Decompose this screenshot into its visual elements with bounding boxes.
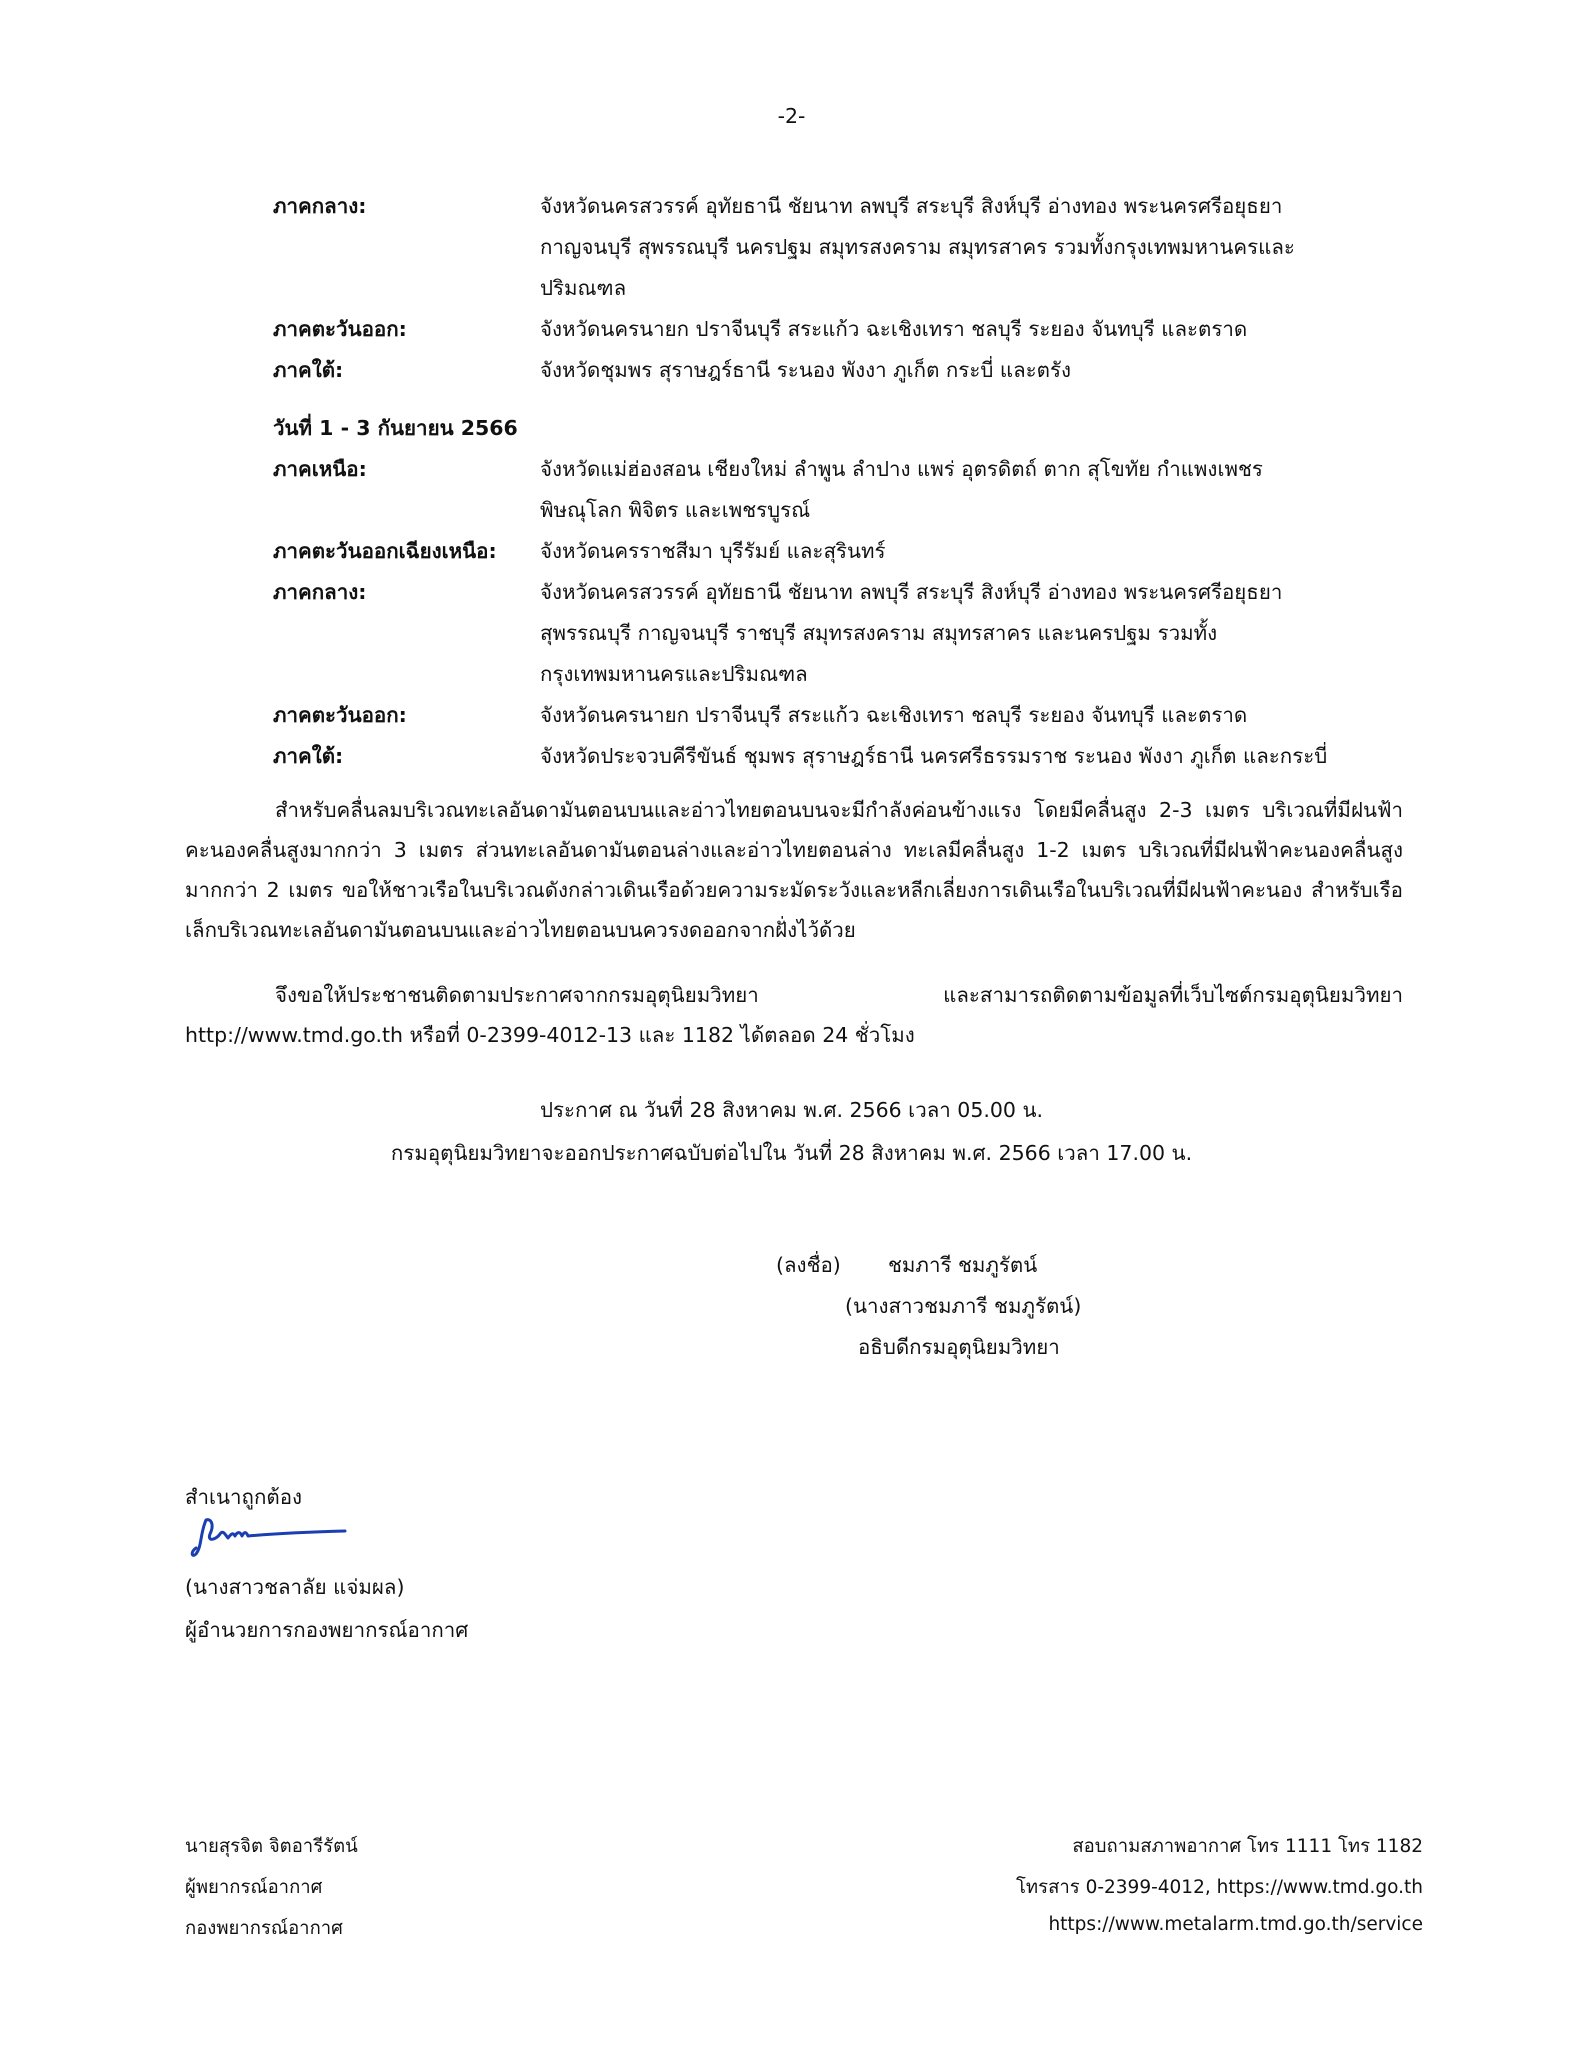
certified-label: สำเนาถูกต้อง [185, 1485, 303, 1509]
contact-phone: สอบถามสภาพอากาศ โทร 1111 โทร 1182 [1072, 1836, 1423, 1857]
certified-position: ผู้อำนวยการกองพยากรณ์อากาศ [185, 1618, 469, 1642]
contact-fax-website: โทรสาร 0-2399-4012, https://www.tmd.go.th [1016, 1877, 1423, 1898]
handwritten-signature [190, 1512, 350, 1562]
certified-name: (นางสาวชลาลัย แจ่มผล) [185, 1575, 405, 1599]
region-provinces-line: ปริมณฑล [540, 276, 627, 300]
region-provinces-line: จังหวัดประจวบคีรีขันธ์ ชุมพร สุราษฎร์ธานี นครศรีธรรมราช ระนอง พังงา ภูเก็ต และกระบี่ [540, 744, 1328, 768]
signed-prefix: (ลงชื่อ) [776, 1253, 841, 1277]
forecaster-name: นายสุรจิต จิตอารีรัตน์ [185, 1836, 358, 1857]
contact-service-link[interactable]: https://www.metalarm.tmd.go.th/service [1048, 1914, 1423, 1935]
announce-date-line: ประกาศ ณ วันที่ 28 สิงหาคม พ.ศ. 2566 เวลา 05.00 น. [539, 1098, 1044, 1122]
signer-full-name: (นางสาวชมภารี ชมภูรัตน์) [845, 1294, 1082, 1318]
region-provinces-line: จังหวัดแม่ฮ่องสอน เชียงใหม่ ลำพูน ลำปาง แพร่ อุตรดิตถ์ ตาก สุโขทัย กำแพงเพชร [540, 457, 1263, 481]
region-label-central: ภาคกลาง: [273, 194, 367, 218]
region-label-south: ภาคใต้: [273, 744, 344, 768]
region-provinces-line: จังหวัดนครนายก ปราจีนบุรี สระแก้ว ฉะเชิงเทรา ชลบุรี ระยอง จันทบุรี และตราด [540, 703, 1248, 727]
region-provinces-line: จังหวัดนครนายก ปราจีนบุรี สระแก้ว ฉะเชิงเทรา ชลบุรี ระยอง จันทบุรี และตราด [540, 317, 1248, 341]
region-label-east: ภาคตะวันออก: [273, 703, 407, 727]
region-provinces-line: กรุงเทพมหานครและปริมณฑล [540, 662, 808, 686]
region-label-central: ภาคกลาง: [273, 580, 367, 604]
forecaster-title: ผู้พยากรณ์อากาศ [185, 1877, 323, 1898]
follow-paragraph: จึงขอให้ประชาชนติดตามประกาศจากกรมอุตุนิยมวิทยา และสามารถติดตามข้อมูลที่เว็บไซต์กรมอุตุนิยมวิทยา http://www.tmd.go.th หรือที่ 0-2399-4012-13 และ 1182 ได้ตลอด 24 ชั่วโมง [185, 983, 1403, 1047]
region-provinces-line: จังหวัดนครราชสีมา บุรีรัมย์ และสุรินทร์ [540, 539, 886, 563]
forecaster-division: กองพยากรณ์อากาศ [185, 1918, 343, 1939]
signer-position: อธิบดีกรมอุตุนิยมวิทยา [858, 1335, 1060, 1359]
wave-paragraph: สำหรับคลื่นลมบริเวณทะเลอันดามันตอนบนและอ่าวไทยตอนบนจะมีกำลังค่อนข้างแรง โดยมีคลื่นสูง 2-3 เมตร บริเวณที่มีฝนฟ้าคะนองคลื่นสูงมากกว่า 3 เมตร ส่วนทะเลอันดามันตอนล่างและอ่าวไทยตอนล่าง ทะเลมีคลื่นสูง 1-2 เมตร บริเวณที่มีฝนฟ้าคะนองคลื่นสูงมากกว่า 2 เมตร ขอให้ชาวเรือในบริเวณดังกล่าวเดินเรือด้วยความระมัดระวังและหลีกเลี่ยงการเดินเรือในบริเวณที่มีฝนฟ้าคะนอง สำหรับเรือเล็กบริเวณทะเลอันดามันตอนบนและอ่าวไทยตอนบนควรงดออกจากฝั่งไว้ด้วย [185, 798, 1403, 942]
region-provinces-line: สุพรรณบุรี กาญจนบุรี ราชบุรี สมุทรสงคราม สมุทรสาคร และนครปฐม รวมทั้ง [540, 621, 1218, 645]
region-label-north: ภาคเหนือ: [273, 457, 367, 481]
region-provinces-line: จังหวัดชุมพร สุราษฎร์ธานี ระนอง พังงา ภูเก็ต กระบี่ และตรัง [540, 358, 1071, 382]
region-label-east: ภาคตะวันออก: [273, 317, 407, 341]
region-provinces-line: พิษณุโลก พิจิตร และเพชรบูรณ์ [540, 498, 811, 522]
page-number: -2- [777, 104, 806, 128]
region-provinces-line: จังหวัดนครสวรรค์ อุทัยธานี ชัยนาท ลพบุรี สระบุรี สิงห์บุรี อ่างทอง พระนครศรีอยุธยา [540, 194, 1283, 218]
region-label-northeast: ภาคตะวันออกเฉียงเหนือ: [273, 539, 497, 563]
date-heading: วันที่ 1 - 3 กันยายน 2566 [273, 416, 518, 440]
signed-name: ชมภารี ชมภูรัตน์ [888, 1253, 1038, 1277]
region-provinces-line: จังหวัดนครสวรรค์ อุทัยธานี ชัยนาท ลพบุรี สระบุรี สิงห์บุรี อ่างทอง พระนครศรีอยุธยา [540, 580, 1283, 604]
region-provinces-line: กาญจนบุรี สุพรรณบุรี นครปฐม สมุทรสงคราม สมุทรสาคร รวมทั้งกรุงเทพมหานครและ [540, 235, 1295, 259]
next-announce-line: กรมอุตุนิยมวิทยาจะออกประกาศฉบับต่อไปใน วันที่ 28 สิงหาคม พ.ศ. 2566 เวลา 17.00 น. [390, 1141, 1193, 1165]
region-label-south: ภาคใต้: [273, 358, 344, 382]
